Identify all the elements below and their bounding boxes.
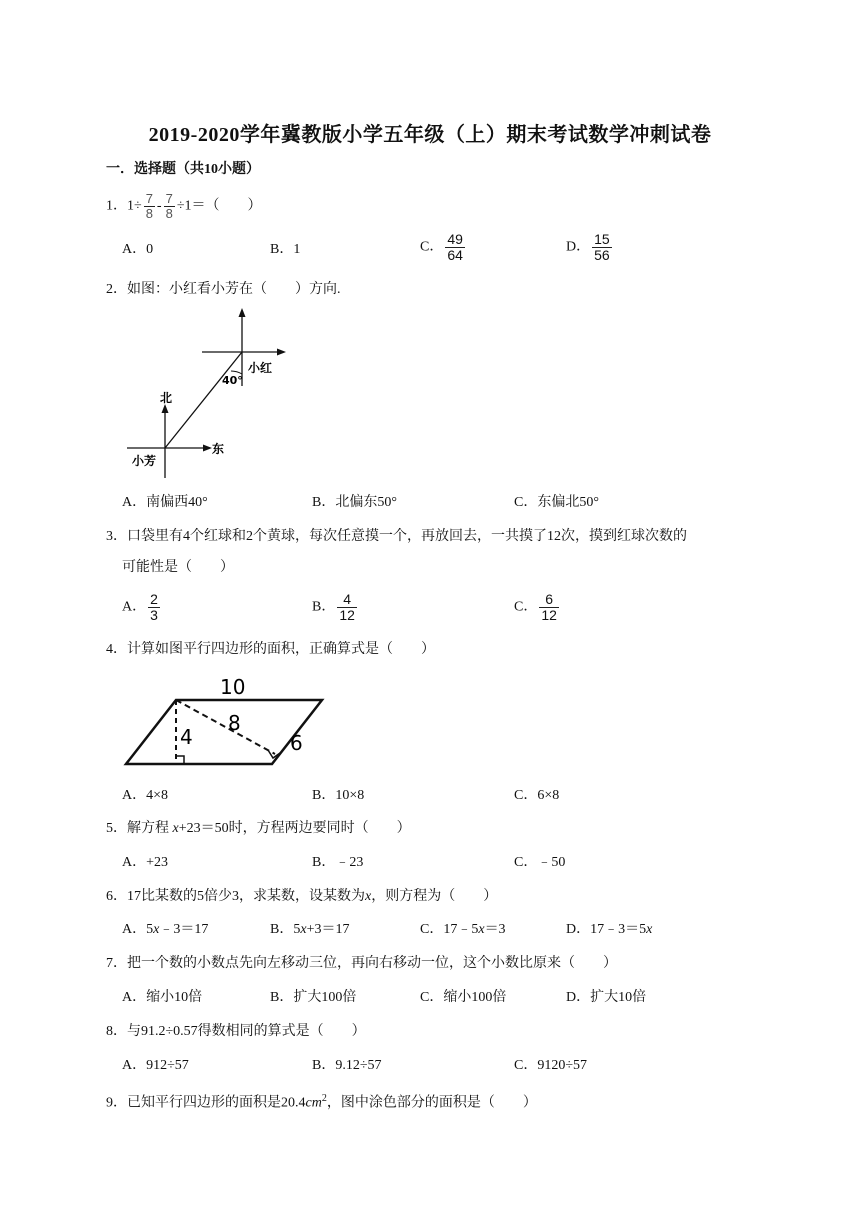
option-text: B．5 <box>270 922 301 937</box>
east-label: 东 <box>212 442 225 456</box>
q5-text-post: +23＝50时，方程两边要同时（ ） <box>178 821 411 836</box>
fraction <box>445 232 465 263</box>
question-6 <box>106 887 497 907</box>
option-label: A． <box>122 599 147 615</box>
option-a[interactable]: A．缩小10倍 <box>122 990 203 1005</box>
numerator: 2 <box>150 591 158 607</box>
option-c[interactable]: C．6×8 <box>514 788 560 803</box>
option-a[interactable] <box>122 920 208 940</box>
numerator: 7 <box>145 191 153 206</box>
denominator: 8 <box>165 206 173 221</box>
option-text: ＝3 <box>484 922 506 937</box>
denominator: 8 <box>145 206 153 221</box>
height-label: 4 <box>180 725 193 749</box>
fraction <box>539 592 559 623</box>
fraction <box>148 592 160 623</box>
option-b[interactable]: B．扩大100倍 <box>270 990 357 1005</box>
question-9 <box>106 1089 537 1114</box>
option-c[interactable] <box>420 920 506 940</box>
question-3-line-1: 3．口袋里有4个红球和2个黄球，每次任意摸一个，再放回去，一共摸了12次，摸到红球次数的 <box>106 529 687 544</box>
denominator: 64 <box>447 247 463 263</box>
option-text: D．17﹣3＝5 <box>566 922 647 937</box>
option-c[interactable]: C．9120÷57 <box>514 1058 588 1073</box>
variable: x <box>300 922 307 937</box>
q6-text-post: ，则方程为（ ） <box>371 889 498 904</box>
question-7: 7．把一个数的小数点先向左移动三位，再向右移动一位，这个小数比原来（ ） <box>106 956 617 971</box>
numerator: 4 <box>343 591 352 607</box>
option-c[interactable]: C．东偏北50° <box>514 495 599 510</box>
option-b[interactable]: B．9.12÷57 <box>312 1058 382 1073</box>
variable: x <box>478 922 485 937</box>
option-text: A．5 <box>122 922 154 937</box>
option-a[interactable]: A．4×8 <box>122 788 169 803</box>
question-3-line-2: 可能性是（ ） <box>122 560 234 575</box>
section-heading: 一．选择题（共10小题） <box>106 162 260 177</box>
question-5 <box>106 819 411 839</box>
parallelogram-diagram <box>120 672 332 772</box>
option-label: C． <box>514 599 538 615</box>
fraction <box>592 232 612 263</box>
option-label: B． <box>312 599 336 615</box>
q1-expr-mid: - <box>156 198 162 214</box>
question-1 <box>106 192 262 221</box>
option-b[interactable]: B．1 <box>270 242 301 257</box>
option-b[interactable] <box>270 920 349 940</box>
option-label: D． <box>566 239 591 255</box>
denominator: 3 <box>150 607 158 623</box>
fraction <box>337 592 357 623</box>
option-text: +3＝17 <box>306 922 350 937</box>
option-c[interactable] <box>514 592 561 623</box>
option-b[interactable] <box>312 592 359 623</box>
xiaohong-label: 小红 <box>248 361 273 375</box>
denominator: 56 <box>594 247 610 263</box>
q6-text-pre: 6．17比某数的5倍少3，求某数，设某数为 <box>106 889 365 904</box>
variable: x <box>365 889 372 904</box>
side-length-label: 6 <box>290 731 303 755</box>
direction-diagram <box>120 308 290 486</box>
xiaofang-label: 小芳 <box>132 454 157 468</box>
fraction <box>144 192 155 221</box>
question-4: 4．计算如图平行四边形的面积，正确算式是（ ） <box>106 642 435 657</box>
option-a[interactable]: A．912÷57 <box>122 1058 189 1073</box>
option-c[interactable]: C．缩小100倍 <box>420 990 507 1005</box>
denominator: 12 <box>541 607 557 623</box>
question-8: 8．与91.2÷0.57得数相同的算式是（ ） <box>106 1024 366 1039</box>
q5-text-pre: 5．解方程 <box>106 821 173 836</box>
question-number: 1． <box>106 198 127 214</box>
q9-text-post: ，图中涂色部分的面积是（ ） <box>326 1095 537 1111</box>
option-c[interactable] <box>420 232 467 263</box>
option-label: C． <box>420 239 444 255</box>
q1-expr-pre: 1÷ <box>127 198 142 214</box>
option-d[interactable] <box>566 232 614 263</box>
option-b[interactable]: B．﹣23 <box>312 855 364 870</box>
numerator: 6 <box>545 591 554 607</box>
option-a[interactable]: A．+23 <box>122 855 169 870</box>
option-text: C．17﹣5 <box>420 922 479 937</box>
variable: x <box>153 922 160 937</box>
top-length-label: 10 <box>220 675 246 699</box>
north-label: 北 <box>160 391 173 405</box>
option-d[interactable]: D．扩大10倍 <box>566 990 647 1005</box>
numerator: 49 <box>447 231 463 247</box>
fraction <box>164 192 175 221</box>
q9-text-pre: 9．已知平行四边形的面积是20.4 <box>106 1095 306 1111</box>
numerator: 15 <box>594 231 610 247</box>
diagonal-length-label: 8 <box>228 711 241 735</box>
variable: x <box>646 922 653 937</box>
denominator: 12 <box>339 607 355 623</box>
q1-expr-post: ÷1＝（ ） <box>176 198 262 214</box>
option-text: ﹣3＝17 <box>159 922 209 937</box>
option-a[interactable]: A．0 <box>122 242 154 257</box>
option-b[interactable]: B．10×8 <box>312 788 365 803</box>
option-b[interactable]: B．北偏东50° <box>312 495 397 510</box>
option-a[interactable] <box>122 592 162 623</box>
question-2: 2．如图：小红看小芳在（ ）方向. <box>106 282 341 297</box>
option-d[interactable] <box>566 920 652 940</box>
option-c[interactable]: C．﹣50 <box>514 855 566 870</box>
angle-label: 40° <box>222 374 243 387</box>
option-a[interactable]: A．南偏西40° <box>122 495 208 510</box>
unit: cm <box>305 1095 322 1111</box>
page-title: 2019-2020学年冀教版小学五年级（上）期末考试数学冲刺试卷 <box>148 124 712 146</box>
variable: x <box>172 821 179 836</box>
numerator: 7 <box>165 191 173 206</box>
unit-exponent: 2 <box>321 1093 327 1104</box>
